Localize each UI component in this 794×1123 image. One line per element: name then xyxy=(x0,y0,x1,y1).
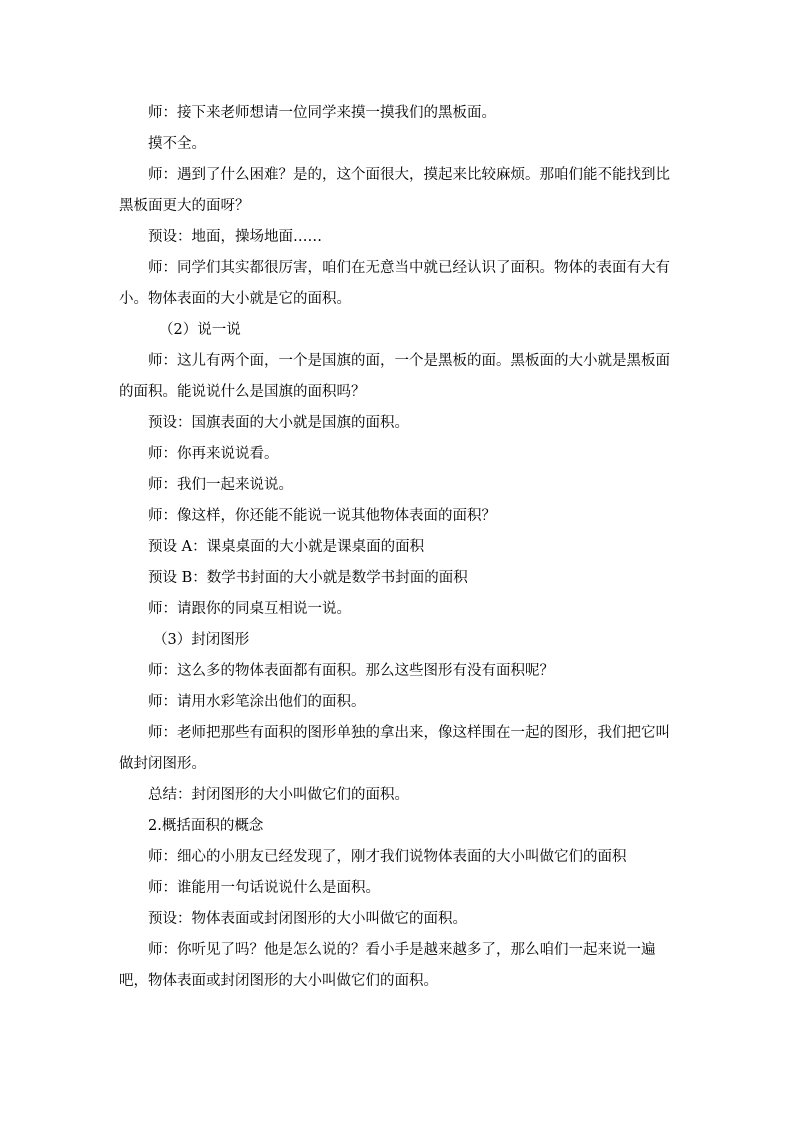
section-heading: 2.概括面积的概念 xyxy=(148,818,264,834)
document-body xyxy=(119,98,677,997)
paragraph: 师：这儿有两个面，一个是国旗的面，一个是黑板的面。黑板面的大小就是黑板面的面积。能说说什么是国旗的面积吗？ xyxy=(119,353,670,400)
paragraph: 师：像这样，你还能不能说一说其他物体表面的面积？ xyxy=(148,508,496,524)
paragraph: 师：接下来老师想请一位同学来摸一摸我们的黑板面。 xyxy=(148,105,496,121)
section-heading: （3）封闭图形 xyxy=(153,632,250,648)
paragraph: 师：细心的小朋友已经发现了，刚才我们说物体表面的大小叫做它们的面积 xyxy=(148,849,627,865)
paragraph: 预设：国旗表面的大小就是国旗的面积。 xyxy=(148,415,409,431)
paragraph: 师：遇到了什么困难？是的，这个面很大，摸起来比较麻烦。那咱们能不能找到比黑板面更大的面呀？ xyxy=(119,167,670,214)
paragraph: 预设：物体表面或封闭图形的大小叫做它的面积。 xyxy=(148,911,467,927)
paragraph: 师：请跟你的同桌互相说一说。 xyxy=(148,601,351,617)
paragraph: 预设 A：课桌桌面的大小就是课桌面的面积 xyxy=(148,539,425,555)
paragraph: 师：谁能用一句话说说什么是面积。 xyxy=(148,880,380,896)
paragraph: 总结：封闭图形的大小叫做它们的面积。 xyxy=(148,787,409,803)
paragraph: 师：请用水彩笔涂出他们的面积。 xyxy=(148,694,366,710)
paragraph: 预设 B：数学书封面的大小就是数学书封面的面积 xyxy=(148,570,468,586)
section-heading: （2）说一说 xyxy=(159,322,241,338)
paragraph: 师：你听见了吗？他是怎么说的？看小手是越来越多了，那么咱们一起来说一遍吧，物体表面或封闭图形的大小叫做它们的面积。 xyxy=(119,942,656,989)
paragraph: 摸不全。 xyxy=(148,136,206,152)
paragraph: 师：你再来说说看。 xyxy=(148,446,279,462)
paragraph: 师：这么多的物体表面都有面积。那么这些图形有没有面积呢？ xyxy=(148,663,554,679)
paragraph: 师：同学们其实都很厉害，咱们在无意当中就已经认识了面积。物体的表面有大有小。物体表面的大小就是它的面积。 xyxy=(119,260,670,307)
paragraph: 师：我们一起来说说。 xyxy=(148,477,293,493)
paragraph: 预设：地面，操场地面…… xyxy=(148,229,322,245)
paragraph: 师：老师把那些有面积的图形单独的拿出来，像这样围在一起的图形，我们把它叫做封闭图形。 xyxy=(119,725,670,772)
